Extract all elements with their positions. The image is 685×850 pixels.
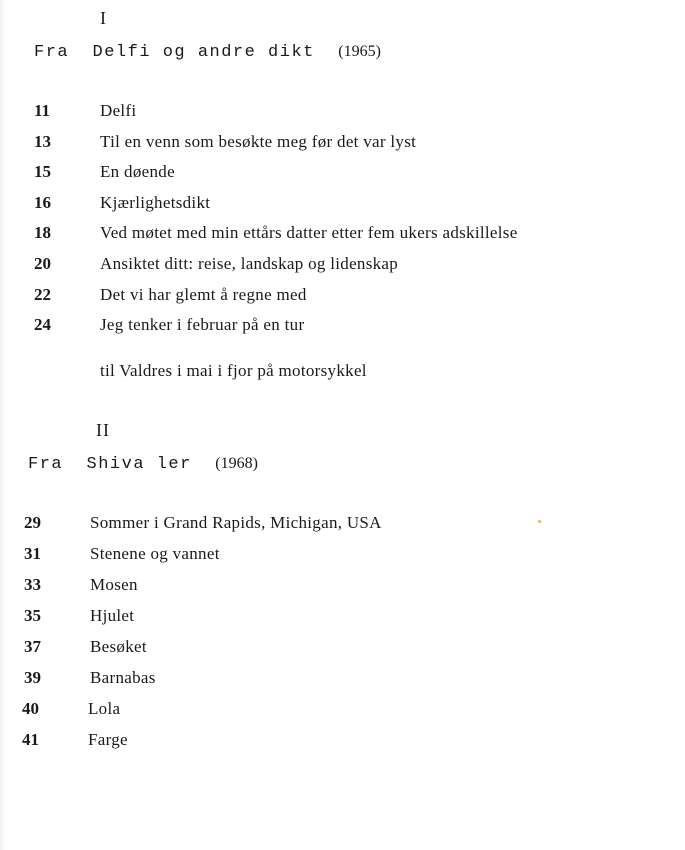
toc-page-number: 24 — [34, 315, 51, 334]
toc-title: Sommer i Grand Rapids, Michigan, USA — [90, 513, 382, 532]
toc-page-number: 16 — [34, 193, 51, 212]
toc-title: Besøket — [90, 637, 147, 656]
toc-title: Lola — [88, 699, 121, 718]
toc-page-number: 22 — [34, 285, 51, 304]
section-source — [34, 43, 381, 62]
source-prefix: Fra — [34, 43, 70, 62]
source-title: Shiva ler — [86, 455, 192, 474]
toc-page-number: 31 — [24, 544, 41, 563]
toc-title: Stenene og vannet — [90, 544, 220, 563]
toc-page-number: 33 — [24, 575, 41, 594]
toc-title: Jeg tenker i februar på en tur — [100, 315, 305, 334]
section-numeral: II — [96, 420, 110, 440]
toc-page-number: 41 — [22, 730, 39, 749]
toc-page-number: 39 — [24, 668, 41, 687]
toc-title: Hjulet — [90, 606, 135, 625]
page-edge — [0, 0, 6, 850]
toc-page-number: 37 — [24, 637, 41, 656]
toc-page-number: 15 — [34, 162, 51, 181]
toc-page-number: 18 — [34, 223, 51, 242]
source-prefix: Fra — [28, 455, 64, 474]
source-year: (1968) — [215, 455, 258, 472]
toc-title: Mosen — [90, 575, 138, 594]
toc-title: Ved møtet med min ettårs datter etter fem ukers adskillelse — [100, 223, 518, 242]
toc-entry-continuation: til Valdres i mai i fjor på motorsykkel — [100, 361, 367, 380]
toc-title: Det vi har glemt å regne med — [100, 285, 307, 304]
toc-page-number: 13 — [34, 132, 51, 151]
source-title: Delfi og andre dikt — [92, 43, 315, 62]
toc-title: En døende — [100, 162, 175, 181]
toc-page-number: 11 — [34, 101, 51, 120]
source-year: (1965) — [338, 43, 381, 60]
toc-title: Barnabas — [90, 668, 156, 687]
toc-title: Kjærlighetsdikt — [100, 193, 211, 212]
toc-title: Ansiktet ditt: reise, landskap og lidenskap — [100, 254, 399, 273]
paper-speck — [538, 520, 541, 523]
toc-page-number: 40 — [22, 699, 39, 718]
section-source — [28, 455, 258, 474]
toc-page-number: 29 — [24, 513, 41, 532]
toc-title: Delfi — [100, 101, 137, 120]
toc-page-number: 20 — [34, 254, 51, 273]
toc-title: Farge — [88, 730, 128, 749]
section-numeral: I — [100, 8, 107, 28]
toc-page-number: 35 — [24, 606, 41, 625]
toc-title: Til en venn som besøkte meg før det var lyst — [100, 132, 417, 151]
